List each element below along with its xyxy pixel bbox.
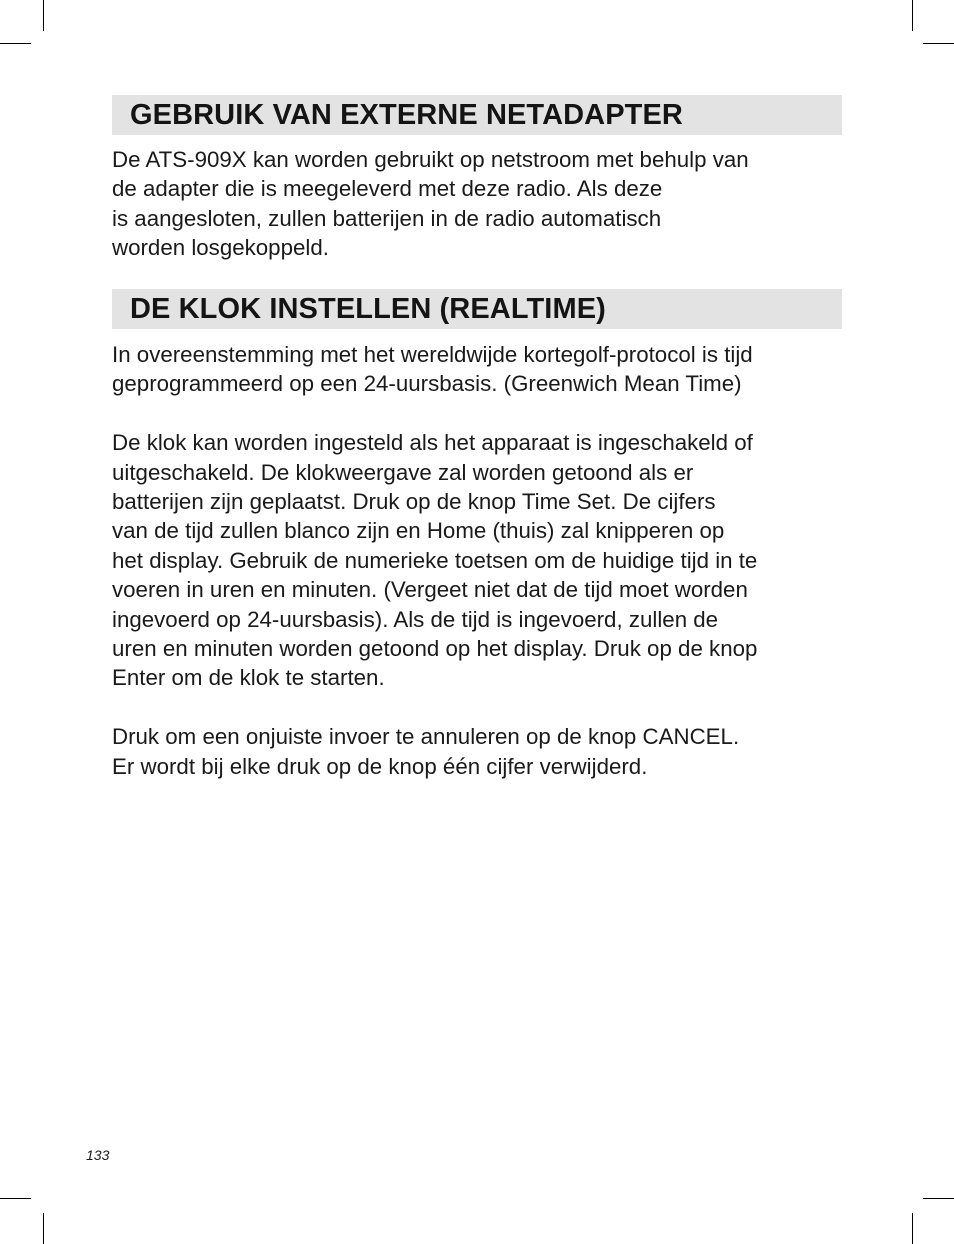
section-heading: [112, 289, 842, 329]
crop-mark: [43, 1213, 44, 1244]
text-line: Er wordt bij elke druk op de knop één cijfer verwijderd.: [112, 753, 648, 779]
crop-mark: [43, 0, 44, 31]
text-line: De klok kan worden ingesteld als het apparaat is ingeschakeld of: [112, 430, 753, 456]
text-line: worden losgekoppeld.: [112, 235, 329, 261]
crop-mark: [912, 1213, 913, 1244]
section-heading-text: DE KLOK INSTELLEN (REALTIME): [130, 292, 606, 325]
text-line: van de tijd zullen blanco zijn en Home (thuis) zal knipperen op: [112, 518, 725, 544]
paragraph: [112, 145, 842, 263]
text-line: De ATS-909X kan worden gebruikt op netstroom met behulp van: [112, 147, 749, 172]
text-line: Enter om de klok te starten.: [112, 665, 385, 691]
text-line: geprogrammeerd op een 24-uursbasis. (Greenwich Mean Time): [112, 371, 742, 397]
text-line: uitgeschakeld. De klokweergave zal worden getoond als er: [112, 459, 694, 485]
text-line: batterijen zijn geplaatst. Druk op de knop Time Set. De cijfers: [112, 489, 716, 515]
text-line: ingevoerd op 24-uursbasis). Als de tijd is ingevoerd, zullen de: [112, 606, 719, 632]
section-external-adapter: [112, 95, 842, 263]
text-line: de adapter die is meegeleverd met deze radio. Als deze: [112, 176, 663, 202]
text-line: is aangesloten, zullen batterijen in de radio automatisch: [112, 205, 662, 231]
text-line: het display. Gebruik de numerieke toetsen om de huidige tijd in te: [112, 547, 758, 573]
crop-mark: [0, 43, 31, 44]
crop-mark: [923, 1198, 954, 1199]
section-heading-text: GEBRUIK VAN EXTERNE NETADAPTER: [130, 98, 683, 131]
page-number: 133: [86, 1147, 110, 1163]
paragraph: [112, 428, 842, 693]
crop-mark: [0, 1198, 31, 1199]
paragraph: [112, 722, 842, 781]
crop-mark: [923, 43, 954, 44]
text-line: uren en minuten worden getoond op het display. Druk op de knop: [112, 636, 758, 662]
text-line: In overeenstemming met het wereldwijde kortegolf-protocol is tijd: [112, 342, 753, 367]
section-clock-setting: [112, 289, 842, 781]
text-line: Druk om een onjuiste invoer te annuleren op de knop CANCEL.: [112, 724, 740, 750]
text-line: voeren in uren en minuten. (Vergeet niet dat de tijd moet worden: [112, 577, 748, 603]
paragraph: [112, 340, 842, 399]
section-heading: [112, 95, 842, 135]
crop-mark: [912, 0, 913, 31]
